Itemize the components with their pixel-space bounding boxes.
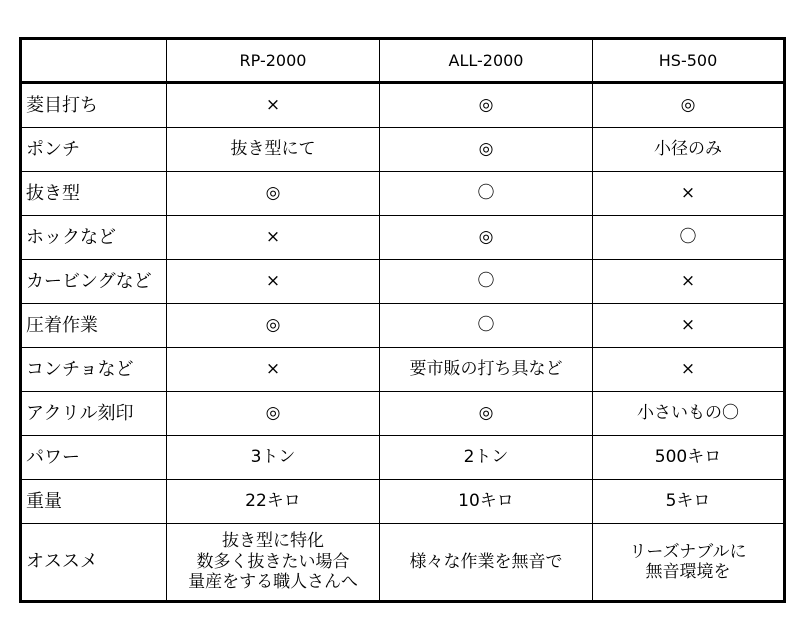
row-label: カービングなど xyxy=(21,260,167,304)
row-label: 重量 xyxy=(21,480,167,524)
header-rp-2000: RP-2000 xyxy=(167,39,380,83)
table-cell: ◎ xyxy=(593,83,785,128)
table-cell: 要市販の打ち具など xyxy=(380,348,593,392)
table-row xyxy=(21,260,785,304)
recommend-cell-rp-2000 xyxy=(167,524,380,602)
header-hs-500: HS-500 xyxy=(593,39,785,83)
table-cell: 〇 xyxy=(380,172,593,216)
table-row xyxy=(21,128,785,172)
recommend-cell-all-2000 xyxy=(380,524,593,602)
table-cell: 3トン xyxy=(167,436,380,480)
table-row xyxy=(21,83,785,128)
recommend-line: 量産をする職人さんへ xyxy=(188,572,358,593)
table-cell: 抜き型にて xyxy=(167,128,380,172)
table-cell: 〇 xyxy=(593,216,785,260)
table-cell: ◎ xyxy=(167,172,380,216)
recommend-line: リーズナブルに xyxy=(629,541,747,562)
table-row xyxy=(21,348,785,392)
table-row xyxy=(21,480,785,524)
table-row xyxy=(21,392,785,436)
table-cell: × xyxy=(593,172,785,216)
recommend-cell-hs-500 xyxy=(593,524,785,602)
row-label: 圧着作業 xyxy=(21,304,167,348)
table-cell: × xyxy=(167,216,380,260)
table-cell: 小さいもの〇 xyxy=(593,392,785,436)
row-label: アクリル刻印 xyxy=(21,392,167,436)
table-cell: 5キロ xyxy=(593,480,785,524)
comparison-table xyxy=(19,37,786,603)
row-label: オススメ xyxy=(21,524,167,602)
recommend-line: 無音環境を xyxy=(645,562,731,582)
table-cell: ◎ xyxy=(380,216,593,260)
row-label: ホックなど xyxy=(21,216,167,260)
row-label: パワー xyxy=(21,436,167,480)
table-cell: × xyxy=(593,348,785,392)
table-cell: 〇 xyxy=(380,260,593,304)
table-row xyxy=(21,216,785,260)
table-cell: ◎ xyxy=(380,83,593,128)
recommend-row xyxy=(21,524,785,602)
header-all-2000: ALL-2000 xyxy=(380,39,593,83)
table-cell: × xyxy=(167,260,380,304)
table-cell: ◎ xyxy=(167,392,380,436)
row-label: 抜き型 xyxy=(21,172,167,216)
table-cell: 小径のみ xyxy=(593,128,785,172)
table-row xyxy=(21,172,785,216)
recommend-line: 数多く抜きたい場合 xyxy=(196,551,350,572)
header-corner-cell xyxy=(21,39,167,83)
table-row xyxy=(21,436,785,480)
table-cell: × xyxy=(167,348,380,392)
table-cell: × xyxy=(593,304,785,348)
row-label: ポンチ xyxy=(21,128,167,172)
table-cell: × xyxy=(593,260,785,304)
table-cell: 10キロ xyxy=(380,480,593,524)
table-row xyxy=(21,304,785,348)
table-cell: ◎ xyxy=(167,304,380,348)
table-cell: 2トン xyxy=(380,436,593,480)
table-cell: ◎ xyxy=(380,392,593,436)
table-cell: ◎ xyxy=(380,128,593,172)
header-row xyxy=(21,39,785,83)
recommend-line: 様々な作業を無音で xyxy=(409,551,563,572)
table-cell: × xyxy=(167,83,380,128)
row-label: コンチョなど xyxy=(21,348,167,392)
table-cell: 〇 xyxy=(380,304,593,348)
table-cell: 500キロ xyxy=(593,436,785,480)
row-label: 菱目打ち xyxy=(21,83,167,128)
table-cell: 22キロ xyxy=(167,480,380,524)
recommend-line: 抜き型に特化 xyxy=(222,531,324,552)
